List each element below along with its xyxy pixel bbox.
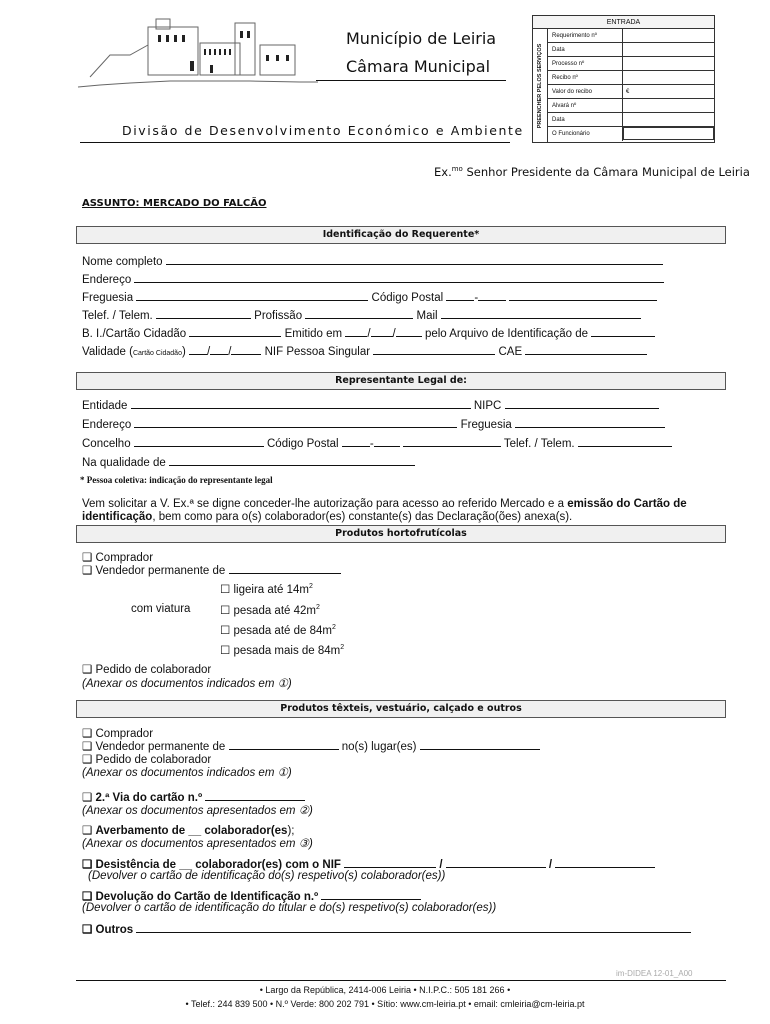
entrada-row-label: Data xyxy=(548,43,623,57)
cae-field[interactable] xyxy=(525,345,647,355)
lugares-field[interactable] xyxy=(420,740,540,750)
checkbox-comprador[interactable]: ❑ Comprador xyxy=(82,552,154,564)
qualidade-field[interactable] xyxy=(169,456,415,466)
row-endereco: Endereço xyxy=(82,273,664,286)
row-bi: B. I./Cartão Cidadão Emitido em / / pelo Arquivo de Identificação de xyxy=(82,327,655,340)
vendedor-field[interactable] xyxy=(229,564,341,574)
rep-telef-field[interactable] xyxy=(578,437,672,447)
vendedor-texteis-field[interactable] xyxy=(229,740,339,750)
checkbox-pesada-mais-84[interactable]: ☐ pesada mais de $84m^2$ xyxy=(220,644,345,657)
municipality-name: Município de Leiria xyxy=(346,29,497,48)
nipc-field[interactable] xyxy=(505,399,659,409)
row-validade: Validade (Cartão Cidadão) / / NIF Pessoa Singular CAE xyxy=(82,345,647,358)
entrada-row-value[interactable] xyxy=(623,29,714,43)
subject: ASSUNTO: MERCADO DO FALCÃO xyxy=(82,198,267,209)
section-hortofruticolas-title: Produtos hortofrutícolas xyxy=(76,525,726,543)
entrada-row-label: O Funcionário xyxy=(548,127,623,141)
row-freguesia: Freguesia Código Postal - xyxy=(82,291,657,304)
section-requerente-title: Identificação do Requerente* xyxy=(76,226,726,244)
anexar-note-1: (Anexar os documentos indicados em ①) xyxy=(82,678,292,690)
row-entidade: Entidade NIPC xyxy=(82,399,659,412)
entrada-row-label: Alvará nº xyxy=(548,99,623,113)
rep-freguesia-field[interactable] xyxy=(515,418,665,428)
checkbox-pedido-texteis[interactable]: ❑ Pedido de colaborador xyxy=(82,754,212,766)
nif-field[interactable] xyxy=(373,345,495,355)
anexar-note-2: (Anexar os documentos indicados em ①) xyxy=(82,767,292,779)
form-code: im-DIDEA 12-01_A00 xyxy=(616,969,693,978)
bi-field[interactable] xyxy=(189,327,281,337)
entrada-row-value[interactable] xyxy=(623,71,714,85)
entrada-currency[interactable]: € xyxy=(623,85,714,99)
row-concelho: Concelho Código Postal - Telef. / Telem. xyxy=(82,437,672,450)
checkbox-comprador-texteis[interactable]: ❑ Comprador xyxy=(82,728,154,740)
telef-field[interactable] xyxy=(156,309,251,319)
concelho-field[interactable] xyxy=(134,437,264,447)
checkbox-pesada-84[interactable]: ☐ pesada até de $84m^2$ xyxy=(220,624,336,637)
checkbox-vendedor-texteis[interactable]: ❑ Vendedor permanente de no(s) lugar(es) xyxy=(82,739,540,753)
emitido-day[interactable] xyxy=(345,327,367,337)
entrada-row-label: Data xyxy=(548,113,623,127)
anexar-note-4: (Anexar os documentos apresentados em ③) xyxy=(82,838,313,850)
council-name: Câmara Municipal xyxy=(346,57,491,76)
checkbox-outros[interactable]: ❑ Outros xyxy=(82,922,691,936)
row-telef: Telef. / Telem. Profissão Mail xyxy=(82,309,641,322)
request-paragraph: Vem solicitar a V. Ex.ª se digne conceder-lhe autorização para acesso ao referido Mercado e a emissão do Cartão de identificação, bem como para o(s) colaborador(es) constante(s) das Declaração(ões) anexa(s). xyxy=(82,498,687,523)
checkbox-pedido-colaborador[interactable]: ❑ Pedido de colaborador xyxy=(82,664,212,676)
row-rep-endereco: Endereço Freguesia xyxy=(82,418,665,431)
checkbox-desistencia[interactable]: ❑ Desistência de __ colaborador(es) com o NIF / / xyxy=(82,857,655,871)
section-texteis-title: Produtos têxteis, vestuário, calçado e outros xyxy=(76,700,726,718)
entrada-row-label: Requerimento nº xyxy=(548,29,623,43)
validade-day[interactable] xyxy=(189,345,207,355)
freguesia-field[interactable] xyxy=(136,291,368,301)
nome-field[interactable] xyxy=(166,255,663,265)
entrada-row-label: Recibo nº xyxy=(548,71,623,85)
nif-2-field[interactable] xyxy=(446,858,546,868)
entrada-row-label: Valor do recibo xyxy=(548,85,623,99)
entidade-field[interactable] xyxy=(131,399,471,409)
checkbox-pesada-42[interactable]: ☐ pesada até $42m^2$ xyxy=(220,604,320,617)
entrada-side-label: PREENCHER PELOS SERVIÇOS xyxy=(533,29,548,142)
entrada-title: ENTRADA xyxy=(533,16,714,29)
division-rule xyxy=(80,142,510,143)
footer-contacts: • Telef.: 244 839 500 • N.º Verde: 800 202 791 • Sítio: www.cm-leiria.pt • email: cmleiria@cm-leiria.pt xyxy=(185,999,585,1009)
checkbox-devolucao[interactable]: ❑ Devolução do Cartão de Identificação n.º xyxy=(82,889,421,903)
row-qualidade: Na qualidade de xyxy=(82,456,415,469)
mail-field[interactable] xyxy=(441,309,641,319)
entrada-row-value[interactable] xyxy=(623,57,714,71)
cp-prefix-field[interactable] xyxy=(446,291,474,301)
entrada-row-value[interactable] xyxy=(623,43,714,57)
desistencia-note: (Devolver o cartão de identificação do(s) respetivo(s) colaborador(es)) xyxy=(88,870,446,882)
entrada-row-label: Processo nº xyxy=(548,57,623,71)
com-viatura-label: com viatura xyxy=(131,603,191,615)
row-nome: Nome completo xyxy=(82,255,663,268)
devolucao-note: (Devolver o cartão de identificação do titular e do(s) respetivo(s) colaborador(es)) xyxy=(82,902,497,914)
entrada-row-value[interactable] xyxy=(623,113,714,127)
entrada-row-value[interactable] xyxy=(623,99,714,113)
pessoa-coletiva-note: * Pessoa coletiva: indicação do representante legal xyxy=(80,475,273,485)
rep-cp-suffix[interactable] xyxy=(374,437,400,447)
checkbox-averbamento[interactable]: ❑ Averbamento de __ colaborador(es); xyxy=(82,825,295,837)
checkbox-segunda-via[interactable]: ❑ 2.ª Via do cartão n.º xyxy=(82,790,305,804)
emitido-year[interactable] xyxy=(396,327,422,337)
rep-endereco-field[interactable] xyxy=(134,418,457,428)
footer-address: • Largo da República, 2414-006 Leiria • N.I.P.C.: 505 181 266 • xyxy=(259,985,511,995)
localidade-field[interactable] xyxy=(509,291,657,301)
header-rule xyxy=(316,80,506,81)
cp-suffix-field[interactable] xyxy=(478,291,506,301)
addressee: Ex.$^{mo}$ Senhor Presidente da Câmara Municipal de Leiria xyxy=(434,165,750,179)
arquivo-field[interactable] xyxy=(591,327,655,337)
nif-3-field[interactable] xyxy=(555,858,655,868)
validade-year[interactable] xyxy=(231,345,261,355)
rep-cp-prefix[interactable] xyxy=(342,437,370,447)
rep-localidade[interactable] xyxy=(403,437,501,447)
endereco-field[interactable] xyxy=(134,273,664,283)
nif-1-field[interactable] xyxy=(344,858,436,868)
checkbox-vendedor[interactable]: ❑ Vendedor permanente de xyxy=(82,563,341,577)
segunda-via-field[interactable] xyxy=(205,791,305,801)
outros-field[interactable] xyxy=(136,923,691,933)
entrada-box xyxy=(532,15,715,143)
devolucao-field[interactable] xyxy=(321,890,421,900)
anexar-note-3: (Anexar os documentos apresentados em ②) xyxy=(82,805,313,817)
profissao-field[interactable] xyxy=(305,309,413,319)
section-representante-title: Representante Legal de: xyxy=(76,372,726,390)
footer-rule xyxy=(76,980,726,981)
validade-month[interactable] xyxy=(210,345,228,355)
entrada-signature-field[interactable] xyxy=(623,127,714,140)
checkbox-ligeira[interactable]: ☐ ligeira até $14m^2$ xyxy=(220,583,313,596)
municipality-logo xyxy=(70,15,320,95)
division-title: Divisão de Desenvolvimento Económico e Ambiente xyxy=(122,123,524,138)
emitido-month[interactable] xyxy=(371,327,393,337)
